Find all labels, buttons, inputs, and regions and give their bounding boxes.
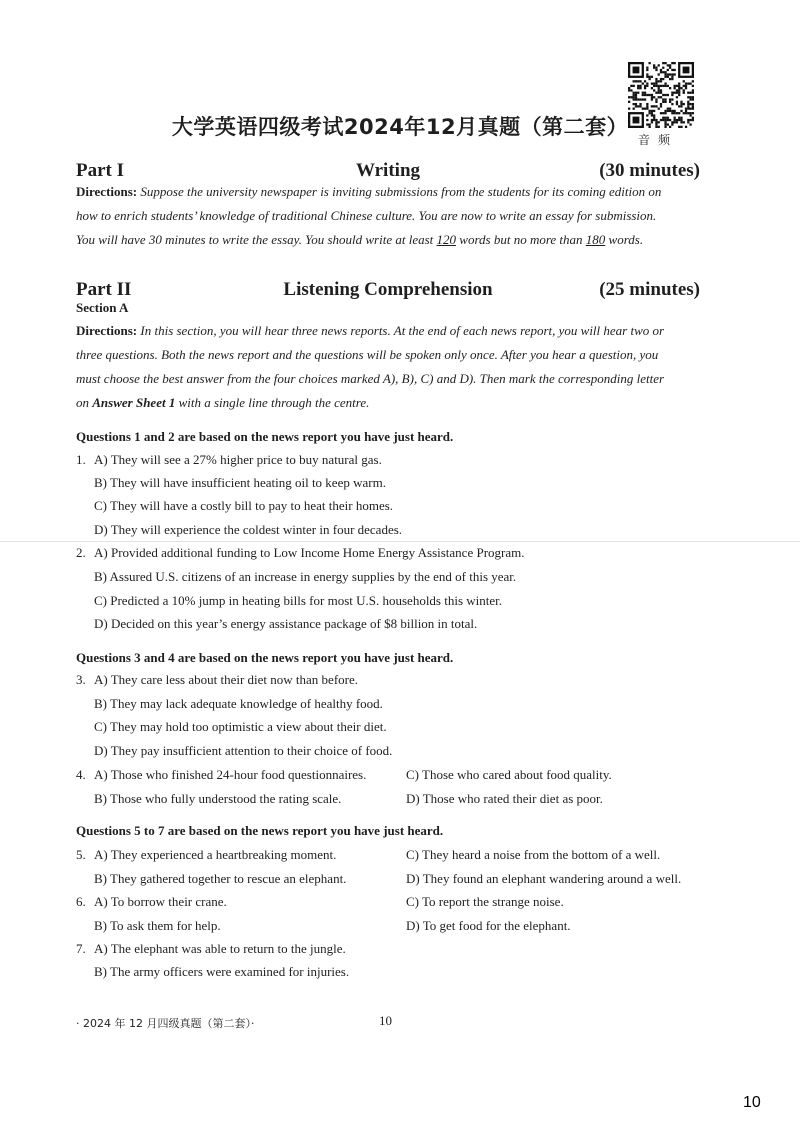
- option-q4-d[interactable]: D) Those who rated their diet as poor.: [406, 791, 603, 806]
- option-q6-c[interactable]: C) To report the strange noise.: [406, 894, 564, 909]
- option-q7-a[interactable]: A) The elephant was able to return to the jungle.: [94, 941, 346, 956]
- option-q6-d[interactable]: D) To get food for the elephant.: [406, 918, 571, 933]
- question-group-heading: Questions 5 to 7 are based on the news report you have just heard.: [76, 823, 444, 838]
- directions-lead: Directions:: [76, 184, 138, 199]
- part-2-header: [76, 279, 700, 303]
- question-number: 1.: [76, 452, 86, 467]
- directions-text: must choose the best answer from the four choices marked A), B), C) and D). Then mark the corresponding letter: [76, 371, 665, 386]
- option-q2-a[interactable]: A) Provided additional funding to Low Income Home Energy Assistance Program.: [94, 545, 525, 560]
- corner-page-number: 10: [743, 1094, 761, 1111]
- audio-label: 音频: [638, 133, 679, 147]
- question-group-heading: Questions 3 and 4 are based on the news report you have just heard.: [76, 650, 454, 665]
- question-number: 4.: [76, 767, 86, 782]
- directions-text: [76, 391, 369, 415]
- option-q2-d[interactable]: D) Decided on this year’s energy assistance package of $8 billion in total.: [94, 616, 478, 631]
- footer-page-number: 10: [379, 1013, 392, 1028]
- directions-text: [76, 228, 643, 252]
- part-2-title: Listening Comprehension: [283, 279, 493, 300]
- option-q3-c[interactable]: C) They may hold too optimistic a view about their diet.: [94, 719, 387, 734]
- directions-text: Suppose the university newspaper is inviting submissions from the students for its coming edition on: [140, 184, 662, 199]
- footer-source: · 2024 年 12 月四级真题（第二套）·: [76, 1017, 255, 1030]
- exam-title: 大学英语四级考试2024年12月真题（第二套）: [171, 115, 629, 139]
- option-q2-b[interactable]: B) Assured U.S. citizens of an increase in energy supplies by the end of this year.: [94, 569, 517, 584]
- directions-text-segment: You will have 30 minutes to write the essay. You should write at least: [76, 232, 434, 247]
- question-group-heading: Questions 1 and 2 are based on the news report you have just heard.: [76, 429, 454, 444]
- part-1-title: Writing: [355, 160, 421, 181]
- directions-lead: Directions:: [76, 323, 138, 338]
- option-q4-a[interactable]: A) Those who finished 24-hour food questionnaires.: [94, 767, 367, 782]
- section-a-label: Section A: [76, 300, 129, 315]
- option-q3-a[interactable]: A) They care less about their diet now than before.: [94, 672, 358, 687]
- option-q4-c[interactable]: C) Those who cared about food quality.: [406, 767, 612, 782]
- directions-text: three questions. Both the news report and the questions will be spoken only once. After you hear a question, you: [76, 347, 659, 362]
- option-q6-b[interactable]: B) To ask them for help.: [94, 918, 221, 933]
- option-q6-a[interactable]: A) To borrow their crane.: [94, 894, 227, 909]
- question-number: 2.: [76, 545, 86, 560]
- option-q3-b[interactable]: B) They may lack adequate knowledge of healthy food.: [94, 696, 383, 711]
- directions-text: In this section, you will hear three news reports. At the end of each news report, you will hear two or: [140, 323, 665, 338]
- question-number: 5.: [76, 847, 86, 862]
- part-1-label: Part I: [76, 160, 125, 181]
- part-2-time: (25 minutes): [599, 279, 700, 300]
- option-q4-b[interactable]: B) Those who fully understood the rating scale.: [94, 791, 342, 806]
- divider: [0, 541, 800, 542]
- option-q3-d[interactable]: D) They pay insufficient attention to their choice of food.: [94, 743, 393, 758]
- option-q2-c[interactable]: C) Predicted a 10% jump in heating bills for most U.S. households this winter.: [94, 593, 503, 608]
- question-number: 7.: [76, 941, 86, 956]
- directions-text-segment: words.: [608, 232, 644, 247]
- option-q5-a[interactable]: A) They experienced a heartbreaking moment.: [94, 847, 337, 862]
- option-q1-c[interactable]: C) They will have a costly bill to pay to heat their homes.: [94, 498, 394, 513]
- question-number: 6.: [76, 894, 86, 909]
- question-number: 3.: [76, 672, 86, 687]
- directions-text-segment: with a single line through the centre.: [178, 395, 370, 410]
- option-q5-c[interactable]: C) They heard a noise from the bottom of a well.: [406, 847, 661, 862]
- qr-code-icon[interactable]: [628, 62, 694, 128]
- directions-text-segment: on: [76, 395, 89, 410]
- directions-text: how to enrich students’ knowledge of traditional Chinese culture. You are now to write an essay for submission.: [76, 208, 657, 223]
- option-q1-d[interactable]: D) They will experience the coldest winter in four decades.: [94, 522, 403, 537]
- answer-sheet-ref: Answer Sheet 1: [92, 395, 176, 410]
- option-q5-d[interactable]: D) They found an elephant wandering around a well.: [406, 871, 682, 886]
- directions-text-segment: words but no more than: [459, 232, 583, 247]
- option-q7-b[interactable]: B) The army officers were examined for injuries.: [94, 964, 350, 979]
- min-words: 120: [436, 232, 457, 247]
- part-2-label: Part II: [76, 279, 132, 300]
- option-q5-b[interactable]: B) They gathered together to rescue an elephant.: [94, 871, 347, 886]
- option-q1-a[interactable]: A) They will see a 27% higher price to buy natural gas.: [94, 452, 382, 467]
- part-1-time: (30 minutes): [599, 160, 700, 181]
- max-words: 180: [585, 232, 606, 247]
- option-q1-b[interactable]: B) They will have insufficient heating oil to keep warm.: [94, 475, 386, 490]
